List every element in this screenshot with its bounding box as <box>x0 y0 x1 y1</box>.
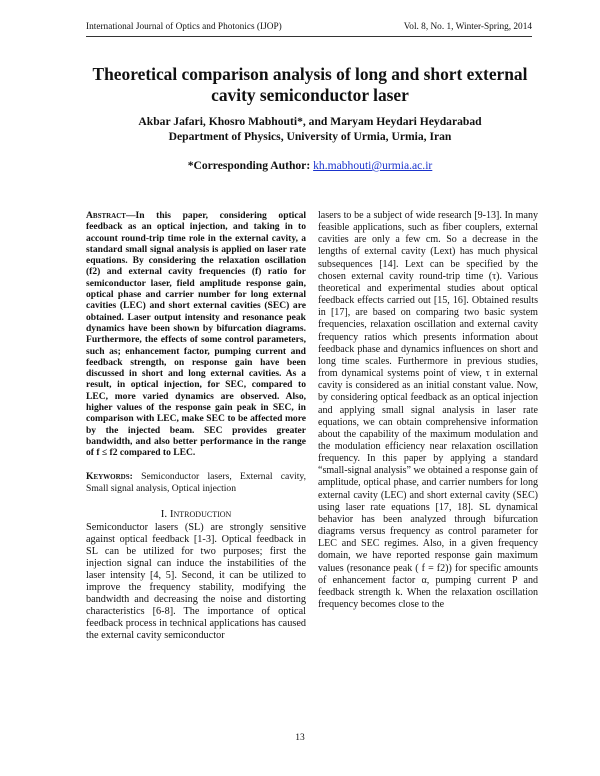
section-number: I. <box>160 507 168 520</box>
abstract <box>86 210 306 459</box>
section-heading <box>86 508 306 520</box>
author-block <box>80 114 540 144</box>
paper-title: Theoretical comparison analysis of long and short external cavity semiconductor laser <box>92 64 528 105</box>
corresponding-author <box>80 158 540 173</box>
corresponding-label: *Corresponding Author: <box>187 159 311 172</box>
section-title: Introduction <box>169 507 232 520</box>
email-link[interactable]: kh.mabhouti@urmia.ac.ir <box>313 159 433 172</box>
right-column <box>318 210 538 611</box>
abstract-text: —In this paper, considering optical feedback as an optical injection, and taking in to account round-trip time role in the external cavity, a standard small signal analysis is applied on laser rate equations. By considering the relaxation oscillation (f2) and external cavity frequencies (f) ratio for semiconductor laser, field amplitude response gain, optical phase and carrier number for long external cavities (LEC) and short external cavities (SEC) are obtained. Laser output intensity and resonance peak dynamics have been shown by bifurcation diagrams. Furthermore, the effects of some control parameters, such as; enhancement factor, pumping current and feedback strength, on response gain have been discussed in short and long external cavities. As a result, in optical injection, for SEC, compared to LEC, more varied dynamics are observed. Also, higher values of the response gain peak in SEC, in comparison with LEC, make SEC to be affected more by the injected beam. SEC provides greater bandwidth, and also better performance in the range of f ≤ f2 compared to LEC. <box>86 210 306 459</box>
keywords-label: Keywords: <box>86 470 133 482</box>
keywords <box>86 471 306 495</box>
page-number: 13 <box>295 733 305 743</box>
keywords-text: Semiconductor lasers, External cavity, Small signal analysis, Optical injection <box>86 470 306 494</box>
header-rule <box>86 36 532 37</box>
intro-text-left: Semiconductor lasers (SL) are strongly sensitive against optical feedback [1-3]. Optical feedback in SL can be utilized for two purposes; first the injection signal can induce the instabilities of the laser intensity [4, 5]. Second, it can be utilized to improve the frequency stability, modifying the bandwidth and decreasing the noise and distorting characteristics [6-8]. The importance of optical feedback process in technical applications has caused the external cavity semiconductor <box>86 521 306 641</box>
journal-name: International Journal of Optics and Photonics (IJOP) <box>86 22 282 32</box>
intro-text-right: lasers to be a subject of wide research [9-13]. In many feasible applications, such as fiber couplers, external cavities are only a few cm. So a decrease in the lengths of external cavity (Lext) has much physical subsequences [14]. Lext can be specified by the chosen external cavity round-trip time (τ). Various theoretical and experimental studies about optical feedback effects carried out [15, 16]. Obtained results in [17], are based on comparing two basic system frequencies, relaxation oscillation and external cavity frequency ratios which presents information about feedback phase and dynamics influences on short and long time scales. Furthermore in previous studies, from dynamical systems point of view, τ in external cavity is considered as an initial constant value. Now, by considering optical feedback as an optical injection and applying small signal analysis in laser rate equations, we can obtain comprehensive information about the capability of the maximum modulation and the modulation efficiency near relaxation oscillation frequency. In this paper by applying a standard “small-signal analysis” we obtained a response gain of amplitude, optical phase, and carrier numbers for long external cavity (LEC) and short external cavity (SEC) using laser rate equations [17, 18]. SL dynamical behavior has been analyzed through bifurcation diagrams versus frequency as control parameter for LEC and SEC regimes. Also, in a given frequency domain, we have reported response gain maximum values (resonance peak ( f = f2)) for specific amounts of enhancement factor α, pumping current P and feedback strength k. When the relaxation oscillation frequency becomes close to the <box>318 210 538 610</box>
left-column <box>86 210 306 642</box>
author-list: Akbar Jafari, Khosro Mabhouti*, and Maryam Heydari Heydarabad <box>138 115 482 128</box>
affiliation: Department of Physics, University of Urmia, Urmia, Iran <box>168 130 452 143</box>
volume-info: Vol. 8, No. 1, Winter-Spring, 2014 <box>403 22 532 32</box>
abstract-lead: Abstract <box>86 210 126 221</box>
